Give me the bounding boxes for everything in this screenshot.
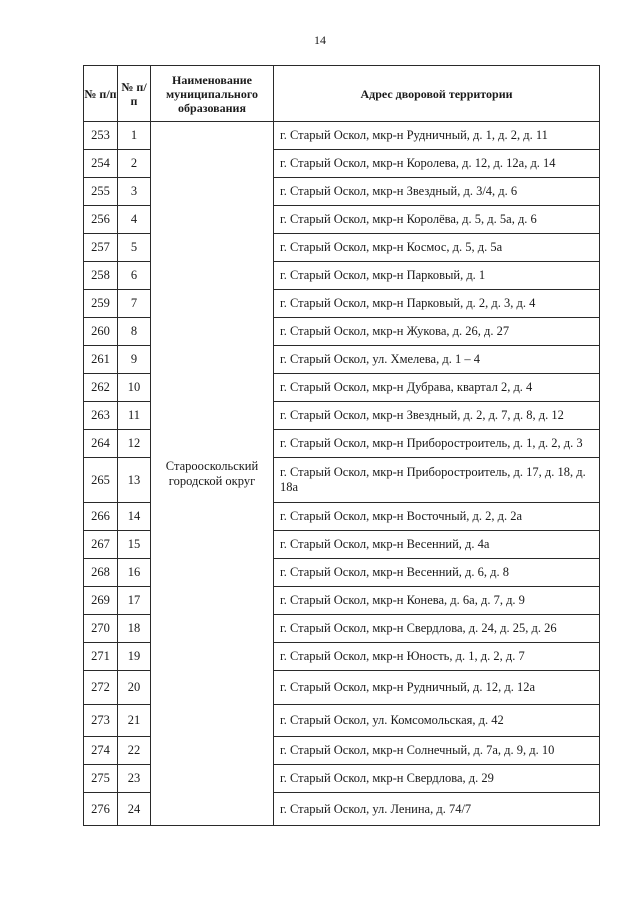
row-number-overall: 275 <box>84 765 118 793</box>
row-number-local: 2 <box>118 150 151 178</box>
row-number-overall: 270 <box>84 615 118 643</box>
row-number-overall: 266 <box>84 503 118 531</box>
header-num-local: № п/п <box>118 66 151 122</box>
row-number-local: 7 <box>118 290 151 318</box>
row-number-overall: 260 <box>84 318 118 346</box>
table-header-row <box>84 66 600 122</box>
row-number-local: 9 <box>118 346 151 374</box>
address-cell: г. Старый Оскол, ул. Хмелева, д. 1 – 4 <box>274 346 600 374</box>
row-number-overall: 273 <box>84 705 118 737</box>
row-number-overall: 272 <box>84 671 118 705</box>
address-cell: г. Старый Оскол, ул. Комсомольская, д. 42 <box>274 705 600 737</box>
address-cell: г. Старый Оскол, мкр-н Королёва, д. 5, д. 5а, д. 6 <box>274 206 600 234</box>
address-cell: г. Старый Оскол, мкр-н Солнечный, д. 7а, д. 9, д. 10 <box>274 737 600 765</box>
address-cell: г. Старый Оскол, мкр-н Юность, д. 1, д. 2, д. 7 <box>274 643 600 671</box>
address-cell: г. Старый Оскол, мкр-н Свердлова, д. 24, д. 25, д. 26 <box>274 615 600 643</box>
address-cell: г. Старый Оскол, мкр-н Парковый, д. 2, д. 3, д. 4 <box>274 290 600 318</box>
row-number-overall: 261 <box>84 346 118 374</box>
address-cell: г. Старый Оскол, мкр-н Королева, д. 12, д. 12а, д. 14 <box>274 150 600 178</box>
row-number-local: 19 <box>118 643 151 671</box>
row-number-local: 21 <box>118 705 151 737</box>
row-number-local: 24 <box>118 793 151 826</box>
address-cell: г. Старый Оскол, мкр-н Дубрава, квартал 2, д. 4 <box>274 374 600 402</box>
row-number-overall: 258 <box>84 262 118 290</box>
address-cell: г. Старый Оскол, мкр-н Рудничный, д. 1, д. 2, д. 11 <box>274 122 600 150</box>
row-number-local: 12 <box>118 430 151 458</box>
address-cell: г. Старый Оскол, мкр-н Жукова, д. 26, д. 27 <box>274 318 600 346</box>
row-number-overall: 262 <box>84 374 118 402</box>
header-municipality: Наименование муниципального образования <box>151 66 274 122</box>
header-address: Адрес дворовой территории <box>274 66 600 122</box>
address-cell: г. Старый Оскол, ул. Ленина, д. 74/7 <box>274 793 600 826</box>
row-number-local: 10 <box>118 374 151 402</box>
address-cell: г. Старый Оскол, мкр-н Звездный, д. 2, д. 7, д. 8, д. 12 <box>274 402 600 430</box>
address-cell: г. Старый Оскол, мкр-н Рудничный, д. 12, д. 12а <box>274 671 600 705</box>
address-cell: г. Старый Оскол, мкр-н Весенний, д. 4а <box>274 531 600 559</box>
row-number-local: 11 <box>118 402 151 430</box>
row-number-overall: 276 <box>84 793 118 826</box>
row-number-overall: 264 <box>84 430 118 458</box>
table-row <box>84 122 600 150</box>
row-number-overall: 256 <box>84 206 118 234</box>
row-number-overall: 257 <box>84 234 118 262</box>
row-number-local: 8 <box>118 318 151 346</box>
header-num-overall: № п/п <box>84 66 118 122</box>
address-cell: г. Старый Оскол, мкр-н Конева, д. 6а, д. 7, д. 9 <box>274 587 600 615</box>
row-number-local: 22 <box>118 737 151 765</box>
row-number-local: 20 <box>118 671 151 705</box>
row-number-overall: 263 <box>84 402 118 430</box>
row-number-overall: 253 <box>84 122 118 150</box>
table-body <box>84 122 600 826</box>
row-number-local: 6 <box>118 262 151 290</box>
address-table <box>83 65 600 826</box>
row-number-overall: 271 <box>84 643 118 671</box>
row-number-local: 4 <box>118 206 151 234</box>
address-cell: г. Старый Оскол, мкр-н Парковый, д. 1 <box>274 262 600 290</box>
row-number-overall: 269 <box>84 587 118 615</box>
row-number-overall: 274 <box>84 737 118 765</box>
row-number-overall: 267 <box>84 531 118 559</box>
row-number-local: 5 <box>118 234 151 262</box>
row-number-overall: 265 <box>84 458 118 503</box>
address-cell: г. Старый Оскол, мкр-н Звездный, д. 3/4, д. 6 <box>274 178 600 206</box>
row-number-local: 14 <box>118 503 151 531</box>
row-number-overall: 255 <box>84 178 118 206</box>
address-cell: г. Старый Оскол, мкр-н Восточный, д. 2, д. 2а <box>274 503 600 531</box>
address-cell: г. Старый Оскол, мкр-н Приборостроитель, д. 17, д. 18, д. 18а <box>274 458 600 503</box>
page-number: 14 <box>314 33 326 47</box>
row-number-local: 3 <box>118 178 151 206</box>
row-number-local: 23 <box>118 765 151 793</box>
row-number-local: 18 <box>118 615 151 643</box>
row-number-local: 16 <box>118 559 151 587</box>
address-cell: г. Старый Оскол, мкр-н Весенний, д. 6, д. 8 <box>274 559 600 587</box>
address-cell: г. Старый Оскол, мкр-н Приборостроитель, д. 1, д. 2, д. 3 <box>274 430 600 458</box>
row-number-local: 1 <box>118 122 151 150</box>
row-number-local: 17 <box>118 587 151 615</box>
row-number-overall: 259 <box>84 290 118 318</box>
row-number-local: 15 <box>118 531 151 559</box>
row-number-overall: 254 <box>84 150 118 178</box>
row-number-overall: 268 <box>84 559 118 587</box>
address-cell: г. Старый Оскол, мкр-н Космос, д. 5, д. 5а <box>274 234 600 262</box>
address-cell: г. Старый Оскол, мкр-н Свердлова, д. 29 <box>274 765 600 793</box>
municipality-cell: Старооскольский городской округ <box>151 122 274 826</box>
row-number-local: 13 <box>118 458 151 503</box>
